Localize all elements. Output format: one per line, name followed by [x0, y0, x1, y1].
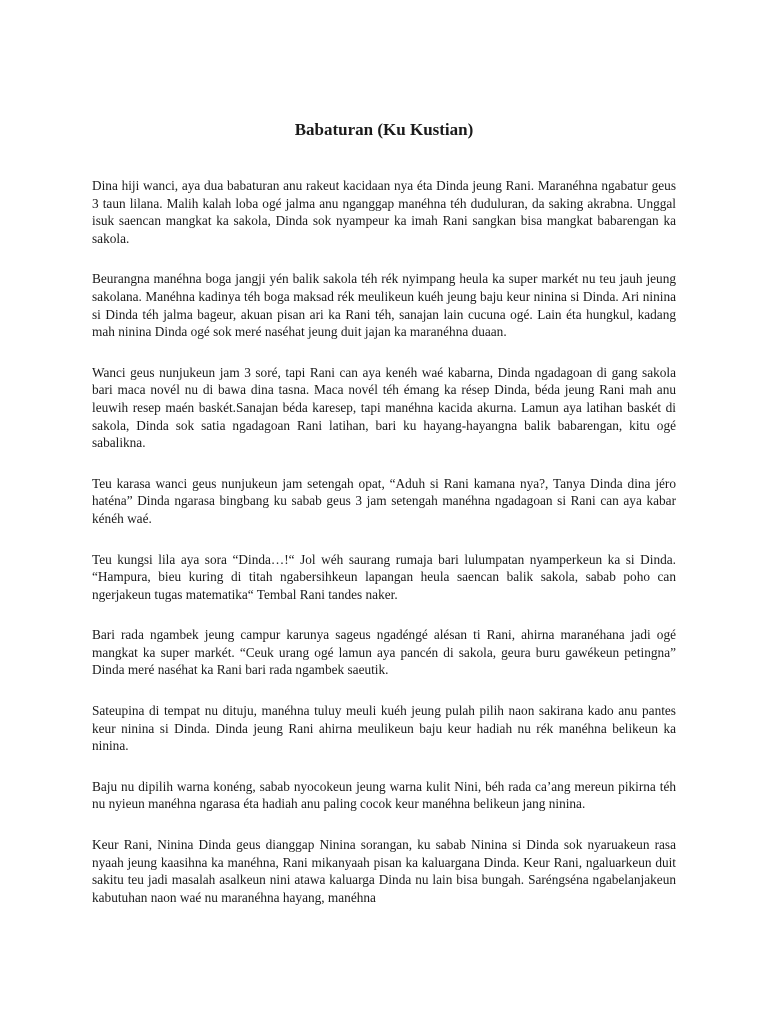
paragraph: Dina hiji wanci, aya dua babaturan anu rakeut kacidaan nya éta Dinda jeung Rani. Maranéhna ngabatur geus 3 taun lilana. Malih kalah loba ogé jalma anu nganggap manéhna téh duduluran, da saking akrabna. Unggal isuk saencan mangkat ka sakola, Dinda sok nyampeur ka imah Rani sangkan bisa mangkat babarengan ka sakola.	[92, 178, 676, 246]
paragraph: Teu karasa wanci geus nunjukeun jam setengah opat, “Aduh si Rani kamana nya?, Tanya Dinda dina jéro haténa” Dinda ngarasa bingbang ku sabab geus 3 jam setengah manéhna ngadagoan si Rani can aya kabar kénéh waé.	[92, 475, 676, 526]
paragraph: Keur Rani, Ninina Dinda geus dianggap Ninina sorangan, ku sabab Ninina si Dinda sok nyaruakeun rasa nyaah jeung kaasihna ka manéhna, Rani mikanyaah pisan ka kaluargana Dinda. Keur Rani, ngaluarkeun duit sakitu teu jadi masalah asalkeun nini atawa kaluarga Dinda nu lain bisa bungah. Saréngséna ngabelanjakeun kabutuhan naon waé nu maranéhna hayang, manéhna	[92, 837, 676, 905]
paragraph: Wanci geus nunjukeun jam 3 soré, tapi Rani can aya kenéh waé kabarna, Dinda ngadagoan di gang sakola bari maca novél nu di bawa dina tasna. Maca novél téh émang ka résep Dinda, béda jeung Rani mah anu leuwih resep maén baskét.Sanajan béda karesep, tapi manéhna kacida akurna. Lamun aya latihan baskét di sakola, Dinda sok satia ngadagoan Rani latihan, bari ku hayang-hayangna balik babarengan, kitu ogé sabalikna.	[92, 364, 676, 451]
paragraph: Baju nu dipilih warna konéng, sabab nyocokeun jeung warna kulit Nini, béh rada ca’ang mereun pikirna téh nu nyieun manéhna ngarasa éta hadiah anu paling cocok keur manéhna belikeun jang ninina.	[92, 778, 676, 812]
paragraph: Beurangna manéhna boga jangji yén balik sakola téh rék nyimpang heula ka super markét nu teu jauh jeung sakolana. Manéhna kadinya téh boga maksad rék meulikeun kuéh jeung baju keur ninina si Dinda. Ari ninina si Dinda téh jalma bageur, akuan pisan ari ka Rani téh, sanajan lain cucuna ogé. Lain éta hungkul, kadang mah ninina Dinda ogé sok meré naséhat jeung duit jajan ka maranéhna duaan.	[92, 271, 676, 340]
document-title: Babaturan (Ku Kustian)	[294, 120, 474, 139]
paragraph: Sateupina di tempat nu dituju, manéhna tuluy meuli kuéh jeung pulah pilih naon sakirana kado anu pantes keur ninina si Dinda. Dinda jeung Rani ahirna meulikeun baju keur hadiah nu rék manéhna belikeun ka ninina.	[92, 703, 676, 754]
document-body	[92, 177, 676, 929]
paragraph: Teu kungsi lila aya sora “Dinda…!“ Jol wéh saurang rumaja bari lulumpatan nyamperkeun ka si Dinda. “Hampura, bieu kuring di titah ngabersihkeun lapangan heula saencan balik sakola, sabab poho can ngerjakeun tugas matematika“ Tembal Rani tandes naker.	[92, 551, 676, 602]
paragraph: Bari rada ngambek jeung campur karunya sageus ngadéngé alésan ti Rani, ahirna maranéhana jadi ogé mangkat ka super markét. “Ceuk urang ogé lamun aya pancén di sakola, geura buru gawékeun petingna” Dinda meré naséhat ka Rani bari rada ngambek saeutik.	[92, 627, 676, 678]
